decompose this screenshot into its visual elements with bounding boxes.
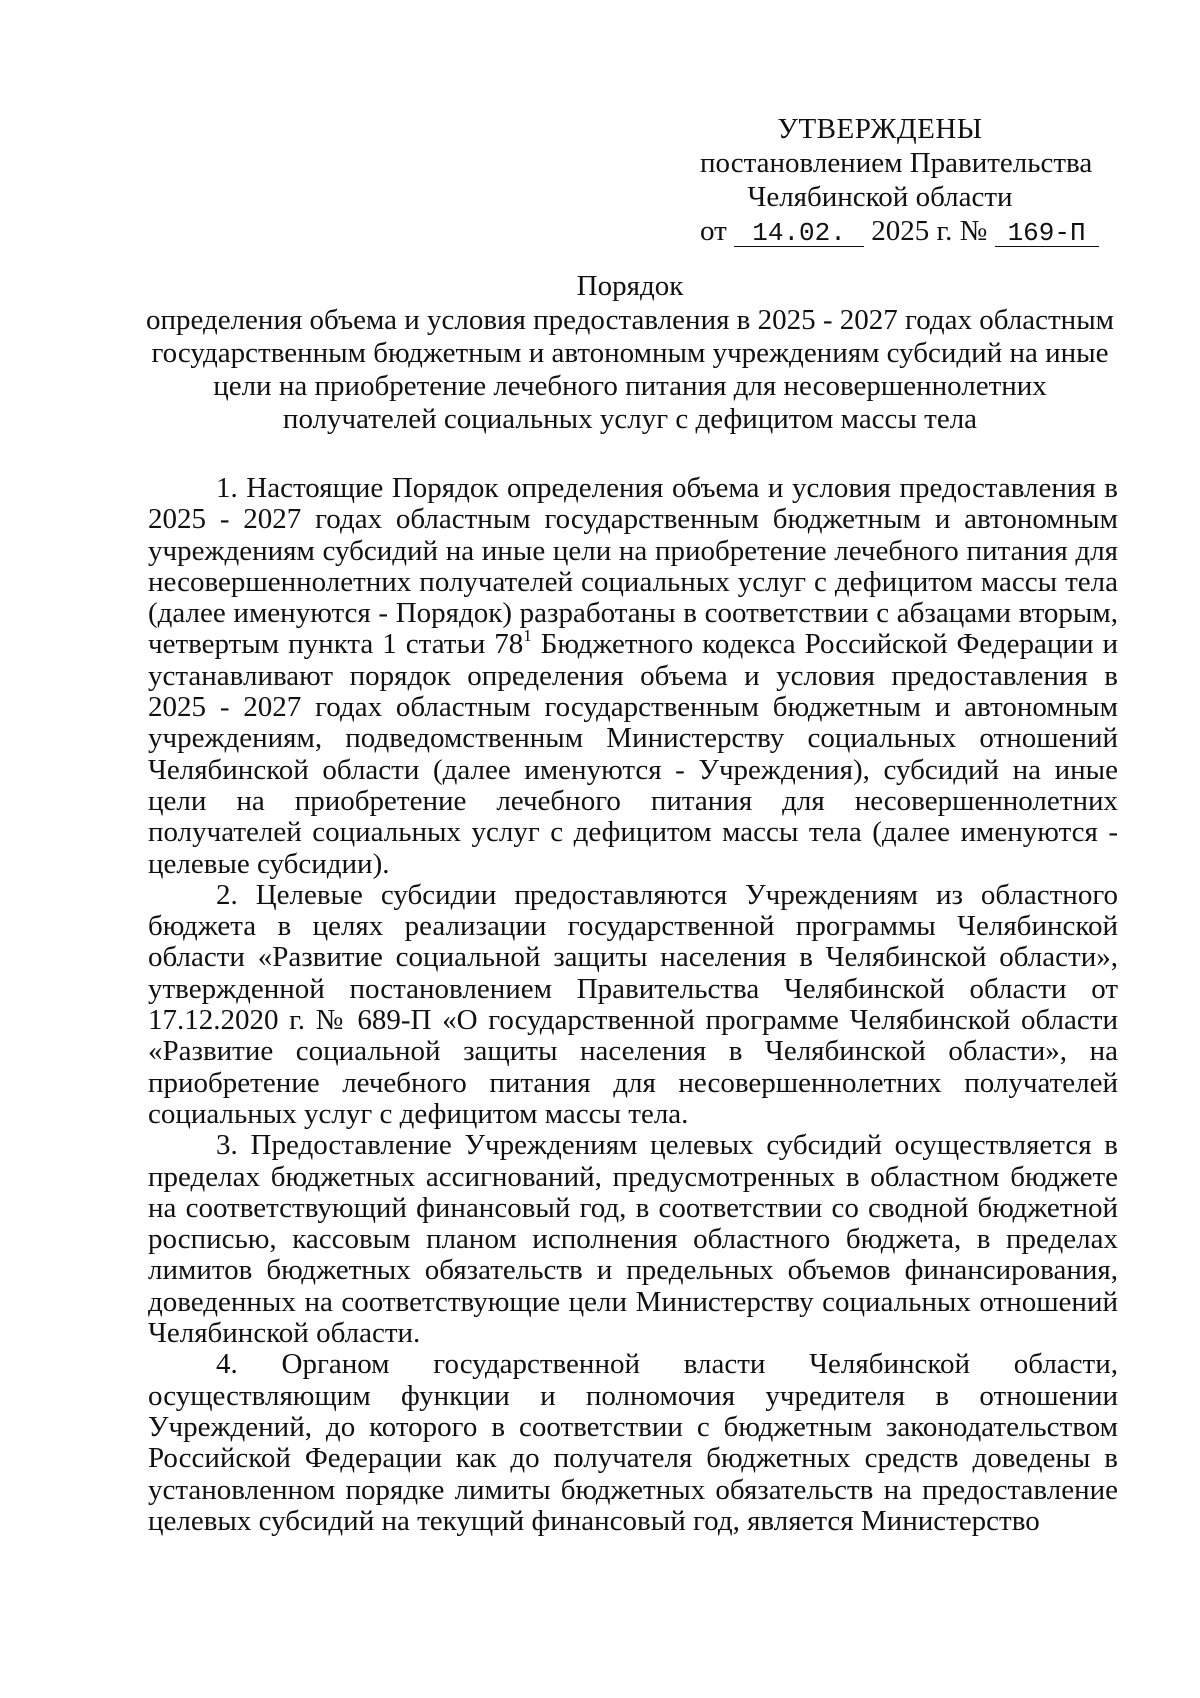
document-body <box>148 473 1118 1537</box>
paragraph-1-part-b: Бюджетного кодекса Российской Федерации и устанавливают порядок определения объема и условия предоставления в 2025 - 2027 годах областным государственным бюджетным и автономным учреждениям, подведомственным Министерству социальных отношений Челябинской области (далее именуются - Учреждения), субсидий на иные цели на приобретение лечебного питания для несовершеннолетних получателей социальных услуг с дефицитом массы тела (далее именуются - целевые субсидии). <box>148 628 1118 880</box>
document-subtitle: определения объема и условия предоставления в 2025 - 2027 годах областным государственным бюджетным и автономным учреждениям субсидий на иные цели на приобретение лечебного питания для несовершеннолетних получателей социальных услуг с дефицитом массы тела <box>145 304 1115 435</box>
approval-title: УТВЕРЖДЕНЫ <box>777 113 983 145</box>
paragraph-1-part-a: 1. Настоящие Порядок определения объема и условия предоставления в 2025 - 2027 годах областным государственным бюджетным и автономным учреждениям субсидий на иные цели на приобретение лечебного питания для несовершеннолетних получателей социальных услуг с дефицитом массы тела (далее именуются - Порядок) разработаны в соответствии с абзацами вторым, четвертым пункта 1 статьи 78 <box>148 472 1118 661</box>
document-title: Порядок <box>576 270 684 302</box>
paragraph-4: 4. Органом государственной власти Челябинской области, осуществляющим функции и полномочия учредителя в отношении Учреждений, до которого в соответствии с бюджетным законодательством Российской Федерации как до получателя бюджетных средств доведены в установленном порядке лимиты бюджетных обязательств на предоставление целевых субсидий на текущий финансовый год, является Министерство <box>148 1348 1118 1537</box>
approval-line-date <box>700 214 1086 248</box>
paragraph-1 <box>148 473 1118 880</box>
approval-date-prefix: от <box>700 215 727 247</box>
approval-line-resolution: постановлением Правительства <box>700 147 1093 179</box>
approval-year: 2025 г. № <box>871 215 988 247</box>
approval-block <box>700 112 1093 248</box>
approval-date: 14.02. <box>734 220 864 247</box>
paragraph-3: 3. Предоставление Учреждениям целевых субсидий осуществляется в пределах бюджетных ассигнований, предусмотренных в областном бюджете на соответствующий финансовый год, в соответствии со сводной бюджетной росписью, кассовым планом исполнения областного бюджета, в пределах лимитов бюджетных обязательств и предельных объемов финансирования, доведенных на соответствующие цели Министерству социальных отношений Челябинской области. <box>148 1129 1118 1350</box>
approval-number: 169-П <box>995 220 1099 247</box>
document-heading <box>140 270 1120 436</box>
approval-line-region: Челябинской области <box>747 181 1013 213</box>
paragraph-2: 2. Целевые субсидии предоставляются Учреждениям из областного бюджета в целях реализации государственной программы Челябинской области «Развитие социальной защиты населения в Челябинской области», утвержденной постановлением Правительства Челябинской области от 17.12.2020 г. № 689-П «О государственной программе Челябинской области «Развитие социальной защиты населения в Челябинской области», на приобретение лечебного питания для несовершеннолетних получателей социальных услуг с дефицитом массы тела. <box>148 878 1118 1130</box>
footnote-superscript: 1 <box>523 625 532 645</box>
